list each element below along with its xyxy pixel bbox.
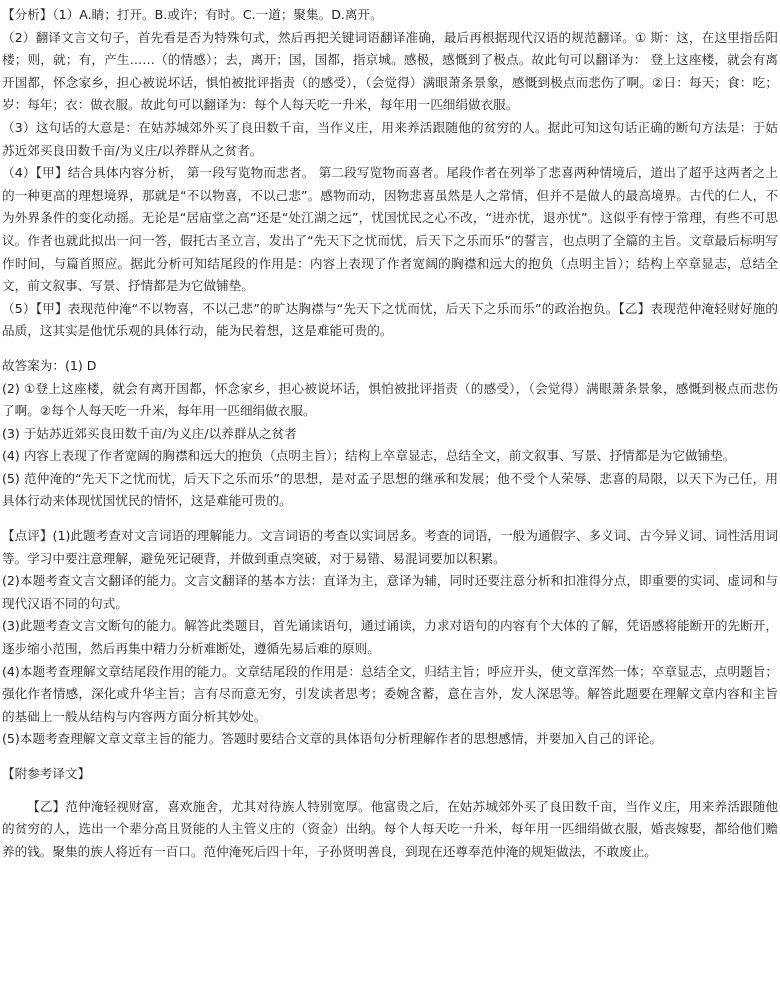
translation-body: 【乙】范仲淹轻视财富，喜欢施舍，尤其对待族人特别宽厚。他富贵之后，在姑苏城郊外买了良田数千亩，当作义庄，用来养活跟随他的贫穷的人，选出一个辈分高且贤能的人主管义庄的（资金）出纳。每个人每天吃一升米，每年用一匹细绢做衣服，婚丧嫁娶，都给他们赡养的钱。聚集的族人将近有一百口。范仲淹死后四十年，子孙贤明善良，到现在还尊奉范仲淹的规矩做法，不敢废止。: [2, 798, 778, 859]
answer-item-2: (2) ①登上这座楼，就会有离开国都，怀念家乡，担心被说坏话，惧怕被批评指责（的感受），（会觉得）满眼萧条景象，感慨到极点而悲伤了啊。②每个人每天吃一升米，每年用一匹细绢做衣服。: [2, 380, 778, 419]
spacer: [2, 343, 778, 355]
answer-item-1: 故答案为：(1) D: [2, 357, 97, 373]
spacer: [2, 751, 778, 763]
analysis-item-4: （4）【甲】结合具体内容分析， 第一段写览物而悲者。 第二段写览物而喜者。尾段作者在列举了悲喜两种情境后，道出了超乎这两者之上的一种更高的理想境界，那就是“不以物喜，不以己悲”。感物而动，因物悲喜虽然是人之常情，但并不是做人的最高境界。古代的仁人，不为外界条件的变化动摇。无论是“居庙堂之高”还是“处江湖之远”，忧国忧民之心不改，“进亦忧，退亦忧”。这似乎有悖于常理，有些不可思议。作者也就此拟出一问一答，假托古圣立言，发出了“先天下之忧而忧，后天下之乐而乐”的誓言，也点明了全篇的主旨。文章最后标明写作时间，与篇首照应。据此分析可知结尾段的作用是：内容上表现了作者宽阔的胸襟和远大的抱负（点明主旨）；结构上卒章显志，总结全文，前文叙事、写景、抒情都是为它做铺垫。: [2, 165, 778, 294]
comment-item-2: (2)本题考查文言文翻译的能力。文言文翻译的基本方法：直译为主，意译为辅，同时还要注意分析和扣准得分点，即重要的实词、虚词和与现代汉语不同的句式。: [2, 573, 778, 611]
comment-item-5: (5)本题考查理解文章文章主旨的能力。答题时要结合文章的具体语句分析理解作者的思想感情，并要加入自己的评论。: [2, 731, 663, 747]
analysis-item-2: （2）翻译文言文句子，首先看是否为特殊句式，然后再把关键词语翻译准确，最后再根据现代汉语的规范翻译。① 斯：这，在这里指岳阳楼；则，就；有，产生……（的情感）；去，离开；国，国都，指京城。感极，感慨到了极点。故此句可以翻译为： 登上这座楼，就会有离开国都，怀念家乡，担心被说坏话，惧怕被批评指责（的感受），（会觉得）满眼萧条景象，感慨到极点而悲伤了啊。②日：每天；食：吃；岁：每年；衣：做衣服。故此句可以翻译为：每个人每天吃一升米，每年用一匹细绢做衣服。: [2, 29, 778, 113]
analysis-item-5: （5）【甲】表现范仲淹“不以物喜，不以己悲”的旷达胸襟与“先天下之忧而忧，后天下之乐而乐”的政治抱负。【乙】表现范仲淹轻财好施的品质，这其实是他忧乐观的具体行动，能为民着想，这是难能可贵的。: [2, 300, 778, 339]
answer-section: [2, 355, 778, 513]
analysis-item-3: （3）这句话的大意是：在姑苏城郊外买了良田数千亩，当作义庄，用来养活跟随他的贫穷的人。据此可知这句话正确的断句方法是：于姑苏近郊买良田数千亩/为义庄/以养群从之贫者。: [2, 119, 778, 158]
spacer: [2, 513, 778, 525]
answer-item-5: (5) 范仲淹的“先天下之忧而忧，后天下之乐而乐”的思想，是对孟子思想的继承和发展；他不受个人荣辱、悲喜的局限，以天下为己任，用具体行动来体现忧国忧民的情怀，这是难能可贵的。: [2, 470, 778, 509]
answer-item-4: (4) 内容上表现了作者宽阔的胸襟和远大的抱负（点明主旨）；结构上卒章显志，总结全文，前文叙事、写景、抒情都是为它做铺垫。: [2, 448, 736, 464]
comment-item-1: 【点评】(1)此题考查对文言词语的理解能力。文言词语的考查以实词居多。考查的词语，一般为通假字、多义词、古今异义词、词性活用词等。学习中要注意理解，避免死记硬背，并做到重点突破，对于易错、易混词要加以积累。: [2, 528, 778, 566]
analysis-section: [2, 4, 778, 343]
comment-item-4: (4)本题考查理解文章结尾段作用的能力。文章结尾段的作用是：总结全文，归结主旨；呼应开头，使文章浑然一体；卒章显志，点明题旨；强化作者情感，深化或升华主旨；言有尽而意无穷，引发读者思考；委婉含蓄，意在言外，发人深思等。解答此题要在理解文章内容和主旨的基础上一般从结构与内容两方面分析其妙处。: [2, 663, 778, 724]
comment-section: [2, 525, 778, 751]
answer-item-3: (3) 于姑苏近郊买良田数千亩/为义庄/以养群从之贫者: [2, 425, 297, 441]
translation-heading: 【附参考译文】: [2, 766, 91, 781]
analysis-item-1: 【分析】（1）A.睛；打开。B.或许；有时。C.一道；聚集。D.离开。: [2, 7, 383, 22]
translation-section: [2, 763, 778, 863]
comment-item-3: (3)此题考查文言文断句的能力。解答此类题目，首先诵读语句，通过诵读，力求对语句的内容有个大体的了解，凭语感将能断开的先断开，逐步缩小范围，然后再集中精力分析难断处，遵循先易后难的原则。: [2, 618, 778, 657]
spacer: [2, 786, 778, 796]
